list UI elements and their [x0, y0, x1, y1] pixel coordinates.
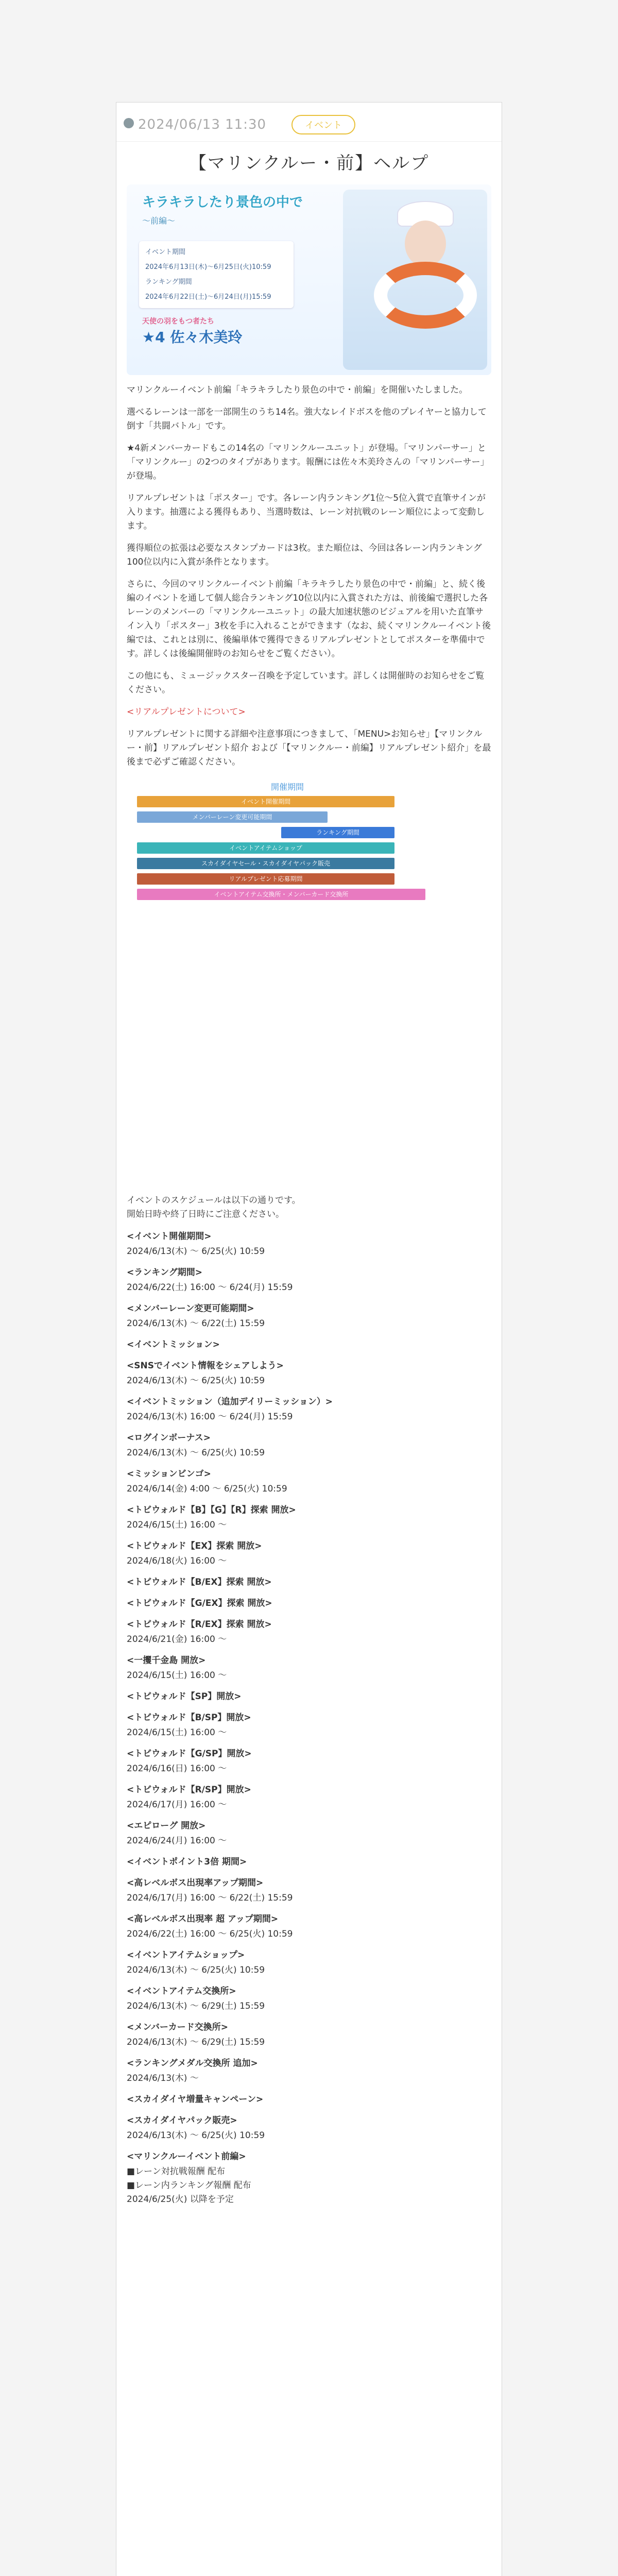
section-value: 2024/6/22(土) 16:00 〜 6/25(火) 10:59	[127, 1929, 293, 1939]
post-date: 2024/06/13 11:30	[138, 117, 267, 132]
real-present-heading: <リアルプレゼントについて>	[127, 707, 246, 717]
para-3: ★4新メンバーカードもこの14名の「マリンクルーユニット」が登場。「マリンパーサー」と「マリンクルー」の2つのタイプがあります。報酬には佐々木美玲さんの「マリンパーサー」が登場。	[127, 443, 489, 481]
section-heading: <高レベルボス出現率アップ期間>	[127, 1878, 264, 1888]
section-heading: <トビウォルド【B/SP】開放>	[127, 1713, 251, 1723]
section-heading: <トビウォルド【R/EX】探索 開放>	[127, 1619, 272, 1630]
sched-bar-2: メンバーレーン変更可能期間	[137, 811, 328, 823]
para-2: 選べるレーンは一部を一部開生のうち14名。強大なレイドボスを他のプレイヤーと協力して倒す「共闘バトル」です。	[127, 407, 487, 431]
sched-bar-3: ランキング期間	[281, 827, 394, 838]
section-value: 2024/6/21(金) 16:00 〜	[127, 1634, 227, 1645]
section-value: 2024/6/13(木) 〜 6/25(火) 10:59	[127, 1246, 265, 1257]
banner-sub: 〜前編〜	[142, 216, 176, 226]
section-heading: <イベントアイテム交換所>	[127, 1986, 236, 1996]
section-heading: <トビウォルド【B/EX】探索 開放>	[127, 1577, 272, 1587]
member-photo	[343, 190, 487, 370]
schedule-graphic	[127, 781, 491, 1182]
section-heading: <トビウォルド【B】【G】【R】探索 開放>	[127, 1505, 296, 1515]
section-value: 2024/6/22(土) 16:00 〜 6/24(月) 15:59	[127, 1282, 293, 1293]
section-value: 2024/6/13(木) 〜 6/25(火) 10:59	[127, 1965, 265, 1975]
member-face	[405, 221, 446, 267]
section-value: ■レーン対抗戦報酬 配布 ■レーン内ランキング報酬 配布 2024/6/25(火) 以降を予定	[127, 2166, 251, 2205]
section-heading: <イベントミッション>	[127, 1340, 220, 1350]
section-value: 2024/6/15(土) 16:00 〜	[127, 1727, 227, 1738]
section-value: 2024/6/13(木) 〜 6/29(土) 15:59	[127, 2001, 265, 2011]
para-1: マリンクルーイベント前編「キラキラしたり景色の中で・前編」を開催いたしました。	[127, 385, 468, 395]
section-heading: <トビウォルド【EX】探索 開放>	[127, 1541, 262, 1551]
section-heading: <トビウォルド【G/EX】探索 開放>	[127, 1598, 272, 1608]
section-heading: <エピローグ 開放>	[127, 1821, 206, 1831]
section-heading: <一攫千金島 開放>	[127, 1655, 206, 1666]
section-value: 2024/6/13(木) 〜 6/25(火) 10:59	[127, 1376, 265, 1386]
para-5: 獲得順位の拡張は必要なスタンプカードは3枚。また順位は、今回は各レーン内ランキング100位以内に入賞が条件となります。	[127, 543, 482, 567]
para-7: この他にも、ミュージックスター召喚を予定しています。詳しくは開催時のお知らせをご覧ください。	[127, 671, 485, 695]
section-value: 2024/6/17(月) 16:00 〜	[127, 1800, 227, 1810]
section-heading: <ランキングメダル交換所 追加>	[127, 2058, 258, 2069]
section-value: 2024/6/15(土) 16:00 〜	[127, 1520, 227, 1530]
schedule-title: 開催期間	[271, 782, 304, 792]
event-label: イベント期間	[145, 248, 186, 256]
section-value: 2024/6/13(木) 〜	[127, 2073, 199, 2083]
section-value: 2024/6/24(月) 16:00 〜	[127, 1836, 227, 1846]
calendar-icon	[124, 118, 134, 128]
section-heading: <マリンクルーイベント前編>	[127, 2151, 246, 2162]
section-heading: <トビウォルド【R/SP】開放>	[127, 1785, 251, 1795]
help-card	[116, 102, 502, 2576]
rank-label: ランキング期間	[145, 278, 192, 286]
section-heading: <ミッションビンゴ>	[127, 1469, 211, 1479]
section-heading: <ランキング期間>	[127, 1267, 202, 1278]
section-heading: <スカイダイヤ増量キャンペーン>	[127, 2094, 264, 2105]
sched-bar-5: スカイダイヤセール・スカイダイヤパック販売	[137, 858, 394, 869]
section-heading: <メンバーレーン変更可能期間>	[127, 1303, 254, 1314]
banner-info	[139, 241, 294, 308]
section-value: 2024/6/14(金) 4:00 〜 6/25(火) 10:59	[127, 1484, 287, 1494]
banner-star-sub: 天使の羽をもつ者たち	[142, 317, 214, 326]
section-heading: <イベント開催期間>	[127, 1231, 212, 1242]
para-4: リアルプレゼントは「ポスター」です。各レーン内ランキング1位〜5位入賞で直筆サインが入ります。抽選による獲得もあり、当選時数は、レーン対抗戦のレーン順位によって変動します。	[127, 493, 486, 531]
sched-bar-6: リアルプレゼント応募期間	[137, 873, 394, 885]
section-value: 2024/6/13(木) 〜 6/22(土) 15:59	[127, 1318, 265, 1329]
banner-star	[142, 316, 242, 347]
section-value: 2024/6/15(土) 16:00 〜	[127, 1670, 227, 1681]
section-heading: <SNSでイベント情報をシェアしよう>	[127, 1361, 284, 1371]
section-value: 2024/6/16(日) 16:00 〜	[127, 1764, 227, 1774]
section-heading: <トビウォルド【SP】開放>	[127, 1691, 242, 1702]
section-heading: <イベントミッション（追加デイリーミッション）>	[127, 1397, 333, 1407]
section-heading: <ログインボーナス>	[127, 1433, 211, 1443]
event-period: 2024年6月13日(木)〜6月25日(火)10:59	[145, 263, 271, 271]
section-heading: <高レベルボス出現率 超 アップ期間>	[127, 1914, 279, 1924]
rank-period: 2024年6月22日(土)〜6月24日(月)15:59	[145, 293, 271, 301]
section-heading: <イベントアイテムショップ>	[127, 1950, 245, 1960]
banner-logo: キラキラしたり景色の中で	[142, 195, 303, 210]
para-6: さらに、今回のマリンクルーイベント前編「キラキラしたり景色の中で・前編」と、続く後編のイベントを通して個人総合ランキング10位以内に入賞された方は、前後編で選択した各レーンのメンバーの「マリンクルーユニット」の最大加速状態のビジュアルを用いた直筆サイン入り「ポスター」3枚を手に入れることができます（なお、続くマリンクルーイベント後編では、これとは別に、後編単体で獲得できるリアルプレゼントとしてポスターを準備中です。詳しくは後編開催時のお知らせをご覧ください）。	[127, 579, 491, 659]
schedule-list	[127, 1230, 491, 2207]
section-heading: <スカイダイヤパック販売>	[127, 2115, 237, 2126]
sched-bar-1: イベント開催期間	[137, 796, 394, 807]
section-heading: <トビウォルド【G/SP】開放>	[127, 1749, 252, 1759]
event-badge: イベント	[291, 115, 355, 134]
section-value: 2024/6/17(月) 16:00 〜 6/22(土) 15:59	[127, 1893, 293, 1903]
schedule-text	[127, 1194, 491, 2207]
sched-bar-7: イベントアイテム交換所・メンバーカード交換所	[137, 889, 425, 900]
sched-intro: イベントのスケジュールは以下の通りです。 開始日時や終了日時にご注意ください。	[127, 1195, 301, 1219]
card-header	[116, 103, 502, 142]
page-title: 【マリンクルー・前】ヘルプ	[188, 153, 430, 174]
section-value: 2024/6/13(木) 〜 6/25(火) 10:59	[127, 2130, 265, 2141]
section-heading: <イベントポイント3倍 期間>	[127, 1857, 247, 1867]
event-banner	[127, 184, 491, 375]
section-value: 2024/6/13(木) 〜 6/29(土) 15:59	[127, 2037, 265, 2047]
intro-text	[127, 383, 491, 769]
section-heading: <メンバーカード交換所>	[127, 2022, 228, 2032]
sched-bar-4: イベントアイテムショップ	[137, 842, 394, 854]
section-value: 2024/6/13(木) 16:00 〜 6/24(月) 15:59	[127, 1412, 293, 1422]
section-value: 2024/6/13(木) 〜 6/25(火) 10:59	[127, 1448, 265, 1458]
section-value: 2024/6/18(火) 16:00 〜	[127, 1556, 227, 1566]
banner-star-name: ★4 佐々木美玲	[142, 329, 243, 346]
life-ring	[374, 262, 477, 329]
real-present-body: リアルプレゼントに関する詳細や注意事項につきまして、「MENU>お知らせ」【マリンクルー・前】リアルプレゼント紹介 および「【マリンクルー・前編】リアルプレゼント紹介」を最後まで必ずご確認ください。	[127, 729, 491, 767]
